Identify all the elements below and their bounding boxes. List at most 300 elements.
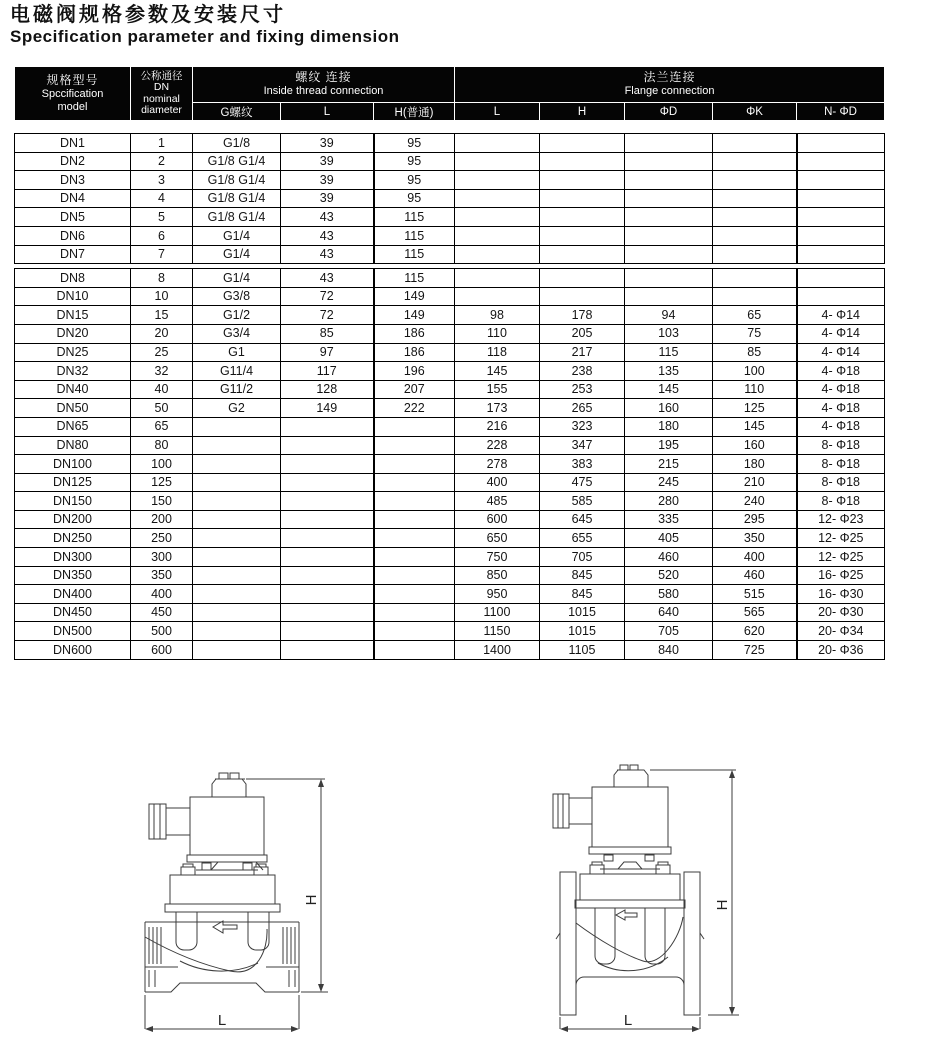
table-cell: 216 bbox=[455, 417, 540, 436]
table-cell: 125 bbox=[713, 399, 797, 418]
table-cell: 207 bbox=[374, 380, 455, 399]
table-cell bbox=[281, 622, 374, 641]
table-cell: 40 bbox=[131, 380, 193, 399]
table-cell: G11/2 bbox=[193, 380, 281, 399]
table-cell bbox=[797, 245, 885, 264]
table-cell: 245 bbox=[625, 473, 713, 492]
table-cell: 25 bbox=[131, 343, 193, 362]
table-cell bbox=[193, 622, 281, 641]
table-cell: 400 bbox=[131, 585, 193, 604]
table-cell bbox=[281, 510, 374, 529]
table-cell bbox=[193, 417, 281, 436]
table-cell: 4- Φ14 bbox=[797, 306, 885, 325]
table-cell: G1/4 bbox=[193, 226, 281, 245]
dimension-arrows bbox=[145, 779, 324, 1032]
header-flange-group: 法兰连接 Flange connection bbox=[455, 67, 885, 103]
table-cell: DN65 bbox=[15, 417, 131, 436]
table-cell bbox=[281, 436, 374, 455]
table-cell: DN15 bbox=[15, 306, 131, 325]
table-cell bbox=[797, 171, 885, 190]
table-cell bbox=[455, 226, 540, 245]
table-cell: 4- Φ18 bbox=[797, 417, 885, 436]
table-cell: 845 bbox=[540, 566, 625, 585]
table-cell: G2 bbox=[193, 399, 281, 418]
table-cell: 4- Φ18 bbox=[797, 380, 885, 399]
table-cell bbox=[281, 585, 374, 604]
table-cell: 95 bbox=[374, 171, 455, 190]
table-row bbox=[15, 510, 885, 529]
table-cell bbox=[713, 152, 797, 171]
table-cell bbox=[193, 529, 281, 548]
table-cell: 39 bbox=[281, 171, 374, 190]
table-cell: 95 bbox=[374, 134, 455, 153]
table-cell: 50 bbox=[131, 399, 193, 418]
table-row bbox=[15, 189, 885, 208]
table-cell bbox=[797, 226, 885, 245]
table-cell: 8- Φ18 bbox=[797, 455, 885, 474]
table-cell: 450 bbox=[131, 603, 193, 622]
table-cell: 280 bbox=[625, 492, 713, 511]
table-cell bbox=[374, 622, 455, 641]
table-cell: DN250 bbox=[15, 529, 131, 548]
table-cell: 8- Φ18 bbox=[797, 436, 885, 455]
table-row bbox=[15, 492, 885, 511]
table-cell: 85 bbox=[713, 343, 797, 362]
table-row bbox=[15, 529, 885, 548]
table-cell bbox=[281, 548, 374, 567]
table-cell: 32 bbox=[131, 362, 193, 381]
table-cell bbox=[625, 134, 713, 153]
table-cell: 4- Φ18 bbox=[797, 362, 885, 381]
spec-table-header bbox=[15, 67, 885, 134]
table-cell bbox=[540, 245, 625, 264]
table-cell: 6 bbox=[131, 226, 193, 245]
header-thread-h: H(普通) bbox=[374, 103, 455, 121]
header-thread-l: L bbox=[281, 103, 374, 121]
table-row bbox=[15, 134, 885, 153]
table-cell: 12- Φ23 bbox=[797, 510, 885, 529]
table-cell: 94 bbox=[625, 306, 713, 325]
table-cell bbox=[193, 436, 281, 455]
table-cell: 186 bbox=[374, 324, 455, 343]
table-cell: 3 bbox=[131, 171, 193, 190]
table-row bbox=[15, 324, 885, 343]
table-cell: 7 bbox=[131, 245, 193, 264]
table-cell bbox=[374, 585, 455, 604]
table-cell bbox=[455, 152, 540, 171]
table-cell bbox=[374, 455, 455, 474]
table-cell bbox=[797, 189, 885, 208]
table-row bbox=[15, 455, 885, 474]
table-cell: 150 bbox=[131, 492, 193, 511]
table-cell bbox=[281, 455, 374, 474]
table-cell: 135 bbox=[625, 362, 713, 381]
table-cell bbox=[713, 134, 797, 153]
table-cell: 117 bbox=[281, 362, 374, 381]
table-cell: 125 bbox=[131, 473, 193, 492]
table-cell: 115 bbox=[374, 226, 455, 245]
table-cell bbox=[455, 208, 540, 227]
table-cell: 210 bbox=[713, 473, 797, 492]
table-cell bbox=[540, 269, 625, 288]
table-cell: 585 bbox=[540, 492, 625, 511]
table-cell: DN5 bbox=[15, 208, 131, 227]
table-cell: 145 bbox=[455, 362, 540, 381]
table-cell: 72 bbox=[281, 287, 374, 306]
table-cell bbox=[281, 529, 374, 548]
table-cell: 115 bbox=[374, 208, 455, 227]
table-cell: 295 bbox=[713, 510, 797, 529]
table-cell bbox=[455, 287, 540, 306]
table-cell bbox=[193, 492, 281, 511]
header-model: 规格型号 Spccification model bbox=[15, 67, 131, 121]
dimension-arrows bbox=[560, 770, 735, 1032]
table-cell: G1/4 bbox=[193, 269, 281, 288]
table-cell: 128 bbox=[281, 380, 374, 399]
table-cell: 160 bbox=[625, 399, 713, 418]
table-cell bbox=[281, 641, 374, 660]
table-cell: 75 bbox=[713, 324, 797, 343]
table-cell bbox=[713, 287, 797, 306]
table-cell: 950 bbox=[455, 585, 540, 604]
table-cell: 750 bbox=[455, 548, 540, 567]
table-cell: 10 bbox=[131, 287, 193, 306]
table-cell: DN350 bbox=[15, 566, 131, 585]
table-cell: 217 bbox=[540, 343, 625, 362]
table-cell: 645 bbox=[540, 510, 625, 529]
table-cell: DN400 bbox=[15, 585, 131, 604]
table-cell: 16- Φ30 bbox=[797, 585, 885, 604]
table-cell bbox=[625, 269, 713, 288]
header-flange-phi-k: ΦK bbox=[713, 103, 797, 121]
table-cell: 180 bbox=[625, 417, 713, 436]
table-cell bbox=[797, 208, 885, 227]
table-cell: 1015 bbox=[540, 622, 625, 641]
table-cell bbox=[193, 603, 281, 622]
table-cell: DN8 bbox=[15, 269, 131, 288]
table-cell bbox=[540, 226, 625, 245]
table-cell: 640 bbox=[625, 603, 713, 622]
table-cell: 600 bbox=[131, 641, 193, 660]
table-row bbox=[15, 603, 885, 622]
table-cell: 705 bbox=[540, 548, 625, 567]
table-cell bbox=[455, 171, 540, 190]
table-cell: 20- Φ30 bbox=[797, 603, 885, 622]
table-cell bbox=[625, 152, 713, 171]
table-row bbox=[15, 208, 885, 227]
table-cell bbox=[281, 566, 374, 585]
table-cell: 200 bbox=[131, 510, 193, 529]
table-cell: 100 bbox=[131, 455, 193, 474]
table-row bbox=[15, 436, 885, 455]
table-cell: 110 bbox=[455, 324, 540, 343]
table-cell: DN20 bbox=[15, 324, 131, 343]
table-cell: 240 bbox=[713, 492, 797, 511]
table-cell: DN300 bbox=[15, 548, 131, 567]
table-cell: 43 bbox=[281, 208, 374, 227]
table-cell: DN50 bbox=[15, 399, 131, 418]
table-cell bbox=[374, 566, 455, 585]
table-cell bbox=[374, 473, 455, 492]
table-cell bbox=[193, 473, 281, 492]
table-cell: G1/8 G1/4 bbox=[193, 171, 281, 190]
header-flange-phi-d: ΦD bbox=[625, 103, 713, 121]
table-cell bbox=[625, 189, 713, 208]
table-cell bbox=[455, 189, 540, 208]
table-cell: 155 bbox=[455, 380, 540, 399]
table-cell: 475 bbox=[540, 473, 625, 492]
table-cell: 500 bbox=[131, 622, 193, 641]
header-g-thread: G螺纹 bbox=[193, 103, 281, 121]
table-cell bbox=[797, 287, 885, 306]
table-cell: 65 bbox=[713, 306, 797, 325]
table-cell: 12- Φ25 bbox=[797, 548, 885, 567]
table-cell: 515 bbox=[713, 585, 797, 604]
table-row bbox=[15, 226, 885, 245]
table-cell: 250 bbox=[131, 529, 193, 548]
table-cell: 80 bbox=[131, 436, 193, 455]
header-flange-n-phi-d: N- ΦD bbox=[797, 103, 885, 121]
table-cell: DN2 bbox=[15, 152, 131, 171]
table-cell: 43 bbox=[281, 226, 374, 245]
table-row bbox=[15, 566, 885, 585]
table-cell: DN200 bbox=[15, 510, 131, 529]
table-cell bbox=[455, 269, 540, 288]
table-cell bbox=[374, 510, 455, 529]
header-thread-group: 螺纹 连接 Inside thread connection bbox=[193, 67, 455, 103]
table-cell: 485 bbox=[455, 492, 540, 511]
table-row bbox=[15, 245, 885, 264]
table-cell: 383 bbox=[540, 455, 625, 474]
table-cell: 1100 bbox=[455, 603, 540, 622]
table-cell bbox=[281, 473, 374, 492]
table-cell: 115 bbox=[374, 245, 455, 264]
table-cell: DN600 bbox=[15, 641, 131, 660]
table-cell bbox=[713, 171, 797, 190]
table-cell: DN150 bbox=[15, 492, 131, 511]
table-cell: 8- Φ18 bbox=[797, 492, 885, 511]
table-cell bbox=[540, 171, 625, 190]
flanged-valve-drawing bbox=[540, 757, 760, 1057]
table-cell: 520 bbox=[625, 566, 713, 585]
table-cell bbox=[713, 245, 797, 264]
table-cell: 20 bbox=[131, 324, 193, 343]
table-cell: 149 bbox=[281, 399, 374, 418]
table-cell: 1105 bbox=[540, 641, 625, 660]
table-cell: 4- Φ18 bbox=[797, 399, 885, 418]
table-cell bbox=[540, 189, 625, 208]
table-row bbox=[15, 641, 885, 660]
table-cell bbox=[281, 492, 374, 511]
table-cell: 265 bbox=[540, 399, 625, 418]
table-cell: 97 bbox=[281, 343, 374, 362]
table-cell: 20- Φ36 bbox=[797, 641, 885, 660]
spec-table bbox=[14, 66, 885, 660]
table-cell bbox=[281, 417, 374, 436]
table-cell: 347 bbox=[540, 436, 625, 455]
table-cell: 110 bbox=[713, 380, 797, 399]
table-cell: 145 bbox=[625, 380, 713, 399]
table-cell: 335 bbox=[625, 510, 713, 529]
table-cell: 65 bbox=[131, 417, 193, 436]
table-cell: 16- Φ25 bbox=[797, 566, 885, 585]
table-row bbox=[15, 306, 885, 325]
table-cell: 195 bbox=[625, 436, 713, 455]
table-cell: 400 bbox=[455, 473, 540, 492]
table-cell: 620 bbox=[713, 622, 797, 641]
table-cell bbox=[193, 566, 281, 585]
table-cell: 85 bbox=[281, 324, 374, 343]
table-cell bbox=[625, 171, 713, 190]
table-row bbox=[15, 287, 885, 306]
table-cell: 1 bbox=[131, 134, 193, 153]
table-cell: 95 bbox=[374, 189, 455, 208]
table-cell: 178 bbox=[540, 306, 625, 325]
table-cell: 400 bbox=[713, 548, 797, 567]
table-cell: DN4 bbox=[15, 189, 131, 208]
table-cell: 215 bbox=[625, 455, 713, 474]
table-row bbox=[15, 622, 885, 641]
table-cell: 228 bbox=[455, 436, 540, 455]
table-cell: DN1 bbox=[15, 134, 131, 153]
table-cell: 300 bbox=[131, 548, 193, 567]
table-cell: 145 bbox=[713, 417, 797, 436]
table-cell: 39 bbox=[281, 134, 374, 153]
table-cell bbox=[540, 287, 625, 306]
table-cell: 173 bbox=[455, 399, 540, 418]
table-cell: 43 bbox=[281, 269, 374, 288]
table-cell: 845 bbox=[540, 585, 625, 604]
table-cell bbox=[374, 436, 455, 455]
h-dimension-label: H bbox=[714, 899, 731, 911]
table-row bbox=[15, 171, 885, 190]
title-block bbox=[10, 4, 399, 47]
table-cell: 12- Φ25 bbox=[797, 529, 885, 548]
table-cell: 115 bbox=[374, 269, 455, 288]
table-cell bbox=[374, 417, 455, 436]
table-cell: 43 bbox=[281, 245, 374, 264]
table-row bbox=[15, 585, 885, 604]
page-title-en: Specification parameter and fixing dimension bbox=[10, 27, 400, 46]
table-cell: 103 bbox=[625, 324, 713, 343]
table-cell: G1/8 G1/4 bbox=[193, 152, 281, 171]
table-cell bbox=[713, 208, 797, 227]
table-cell: 15 bbox=[131, 306, 193, 325]
table-cell: 149 bbox=[374, 287, 455, 306]
table-cell: 196 bbox=[374, 362, 455, 381]
table-cell bbox=[193, 548, 281, 567]
table-cell: 180 bbox=[713, 455, 797, 474]
table-cell: 95 bbox=[374, 152, 455, 171]
table-cell: 1400 bbox=[455, 641, 540, 660]
table-cell: 350 bbox=[131, 566, 193, 585]
table-cell bbox=[455, 245, 540, 264]
l-dimension-label: L bbox=[217, 1012, 227, 1029]
table-cell: DN3 bbox=[15, 171, 131, 190]
table-cell: 323 bbox=[540, 417, 625, 436]
table-cell: 650 bbox=[455, 529, 540, 548]
table-cell: 39 bbox=[281, 152, 374, 171]
page-title-zh: 电磁阀规格参数及安装尺寸 bbox=[10, 4, 286, 26]
table-row bbox=[15, 548, 885, 567]
table-cell: DN7 bbox=[15, 245, 131, 264]
table-cell: 100 bbox=[713, 362, 797, 381]
table-cell: G1/8 bbox=[193, 134, 281, 153]
table-cell bbox=[540, 134, 625, 153]
table-cell: G3/4 bbox=[193, 324, 281, 343]
table-cell: DN500 bbox=[15, 622, 131, 641]
table-cell: 98 bbox=[455, 306, 540, 325]
table-cell: 149 bbox=[374, 306, 455, 325]
table-cell: G1/8 G1/4 bbox=[193, 189, 281, 208]
table-cell: G1/2 bbox=[193, 306, 281, 325]
table-cell: DN32 bbox=[15, 362, 131, 381]
table-cell: G1 bbox=[193, 343, 281, 362]
table-cell: 205 bbox=[540, 324, 625, 343]
table-cell: DN40 bbox=[15, 380, 131, 399]
table-cell: 278 bbox=[455, 455, 540, 474]
table-cell: 655 bbox=[540, 529, 625, 548]
table-cell bbox=[797, 269, 885, 288]
table-cell: G1/4 bbox=[193, 245, 281, 264]
table-cell bbox=[193, 455, 281, 474]
threaded-valve-drawing bbox=[118, 757, 358, 1057]
l-dimension-label: L bbox=[623, 1012, 633, 1029]
table-cell bbox=[455, 134, 540, 153]
table-cell: DN10 bbox=[15, 287, 131, 306]
h-dimension-label: H bbox=[303, 894, 320, 906]
table-cell: 405 bbox=[625, 529, 713, 548]
table-cell: 72 bbox=[281, 306, 374, 325]
table-cell bbox=[625, 287, 713, 306]
table-cell bbox=[193, 510, 281, 529]
table-cell bbox=[625, 208, 713, 227]
table-cell: 1150 bbox=[455, 622, 540, 641]
table-cell: 4- Φ14 bbox=[797, 343, 885, 362]
table-cell: G1/8 G1/4 bbox=[193, 208, 281, 227]
table-row bbox=[15, 152, 885, 171]
table-cell: 705 bbox=[625, 622, 713, 641]
table-cell bbox=[713, 226, 797, 245]
table-cell bbox=[374, 529, 455, 548]
table-cell: 2 bbox=[131, 152, 193, 171]
table-cell: G11/4 bbox=[193, 362, 281, 381]
table-cell: 580 bbox=[625, 585, 713, 604]
table-cell: DN100 bbox=[15, 455, 131, 474]
table-cell: 4 bbox=[131, 189, 193, 208]
table-cell bbox=[625, 226, 713, 245]
table-cell: DN125 bbox=[15, 473, 131, 492]
table-cell bbox=[713, 189, 797, 208]
table-row bbox=[15, 343, 885, 362]
table-cell bbox=[374, 641, 455, 660]
table-cell bbox=[374, 548, 455, 567]
table-cell: 460 bbox=[625, 548, 713, 567]
table-cell: DN450 bbox=[15, 603, 131, 622]
table-cell: 460 bbox=[713, 566, 797, 585]
table-cell: 840 bbox=[625, 641, 713, 660]
header-flange-l: L bbox=[455, 103, 540, 121]
table-cell: 5 bbox=[131, 208, 193, 227]
table-row bbox=[15, 380, 885, 399]
table-cell: 8 bbox=[131, 269, 193, 288]
table-cell bbox=[625, 245, 713, 264]
table-cell bbox=[374, 603, 455, 622]
table-row bbox=[15, 362, 885, 381]
table-cell: 8- Φ18 bbox=[797, 473, 885, 492]
table-cell: DN80 bbox=[15, 436, 131, 455]
table-cell: 850 bbox=[455, 566, 540, 585]
